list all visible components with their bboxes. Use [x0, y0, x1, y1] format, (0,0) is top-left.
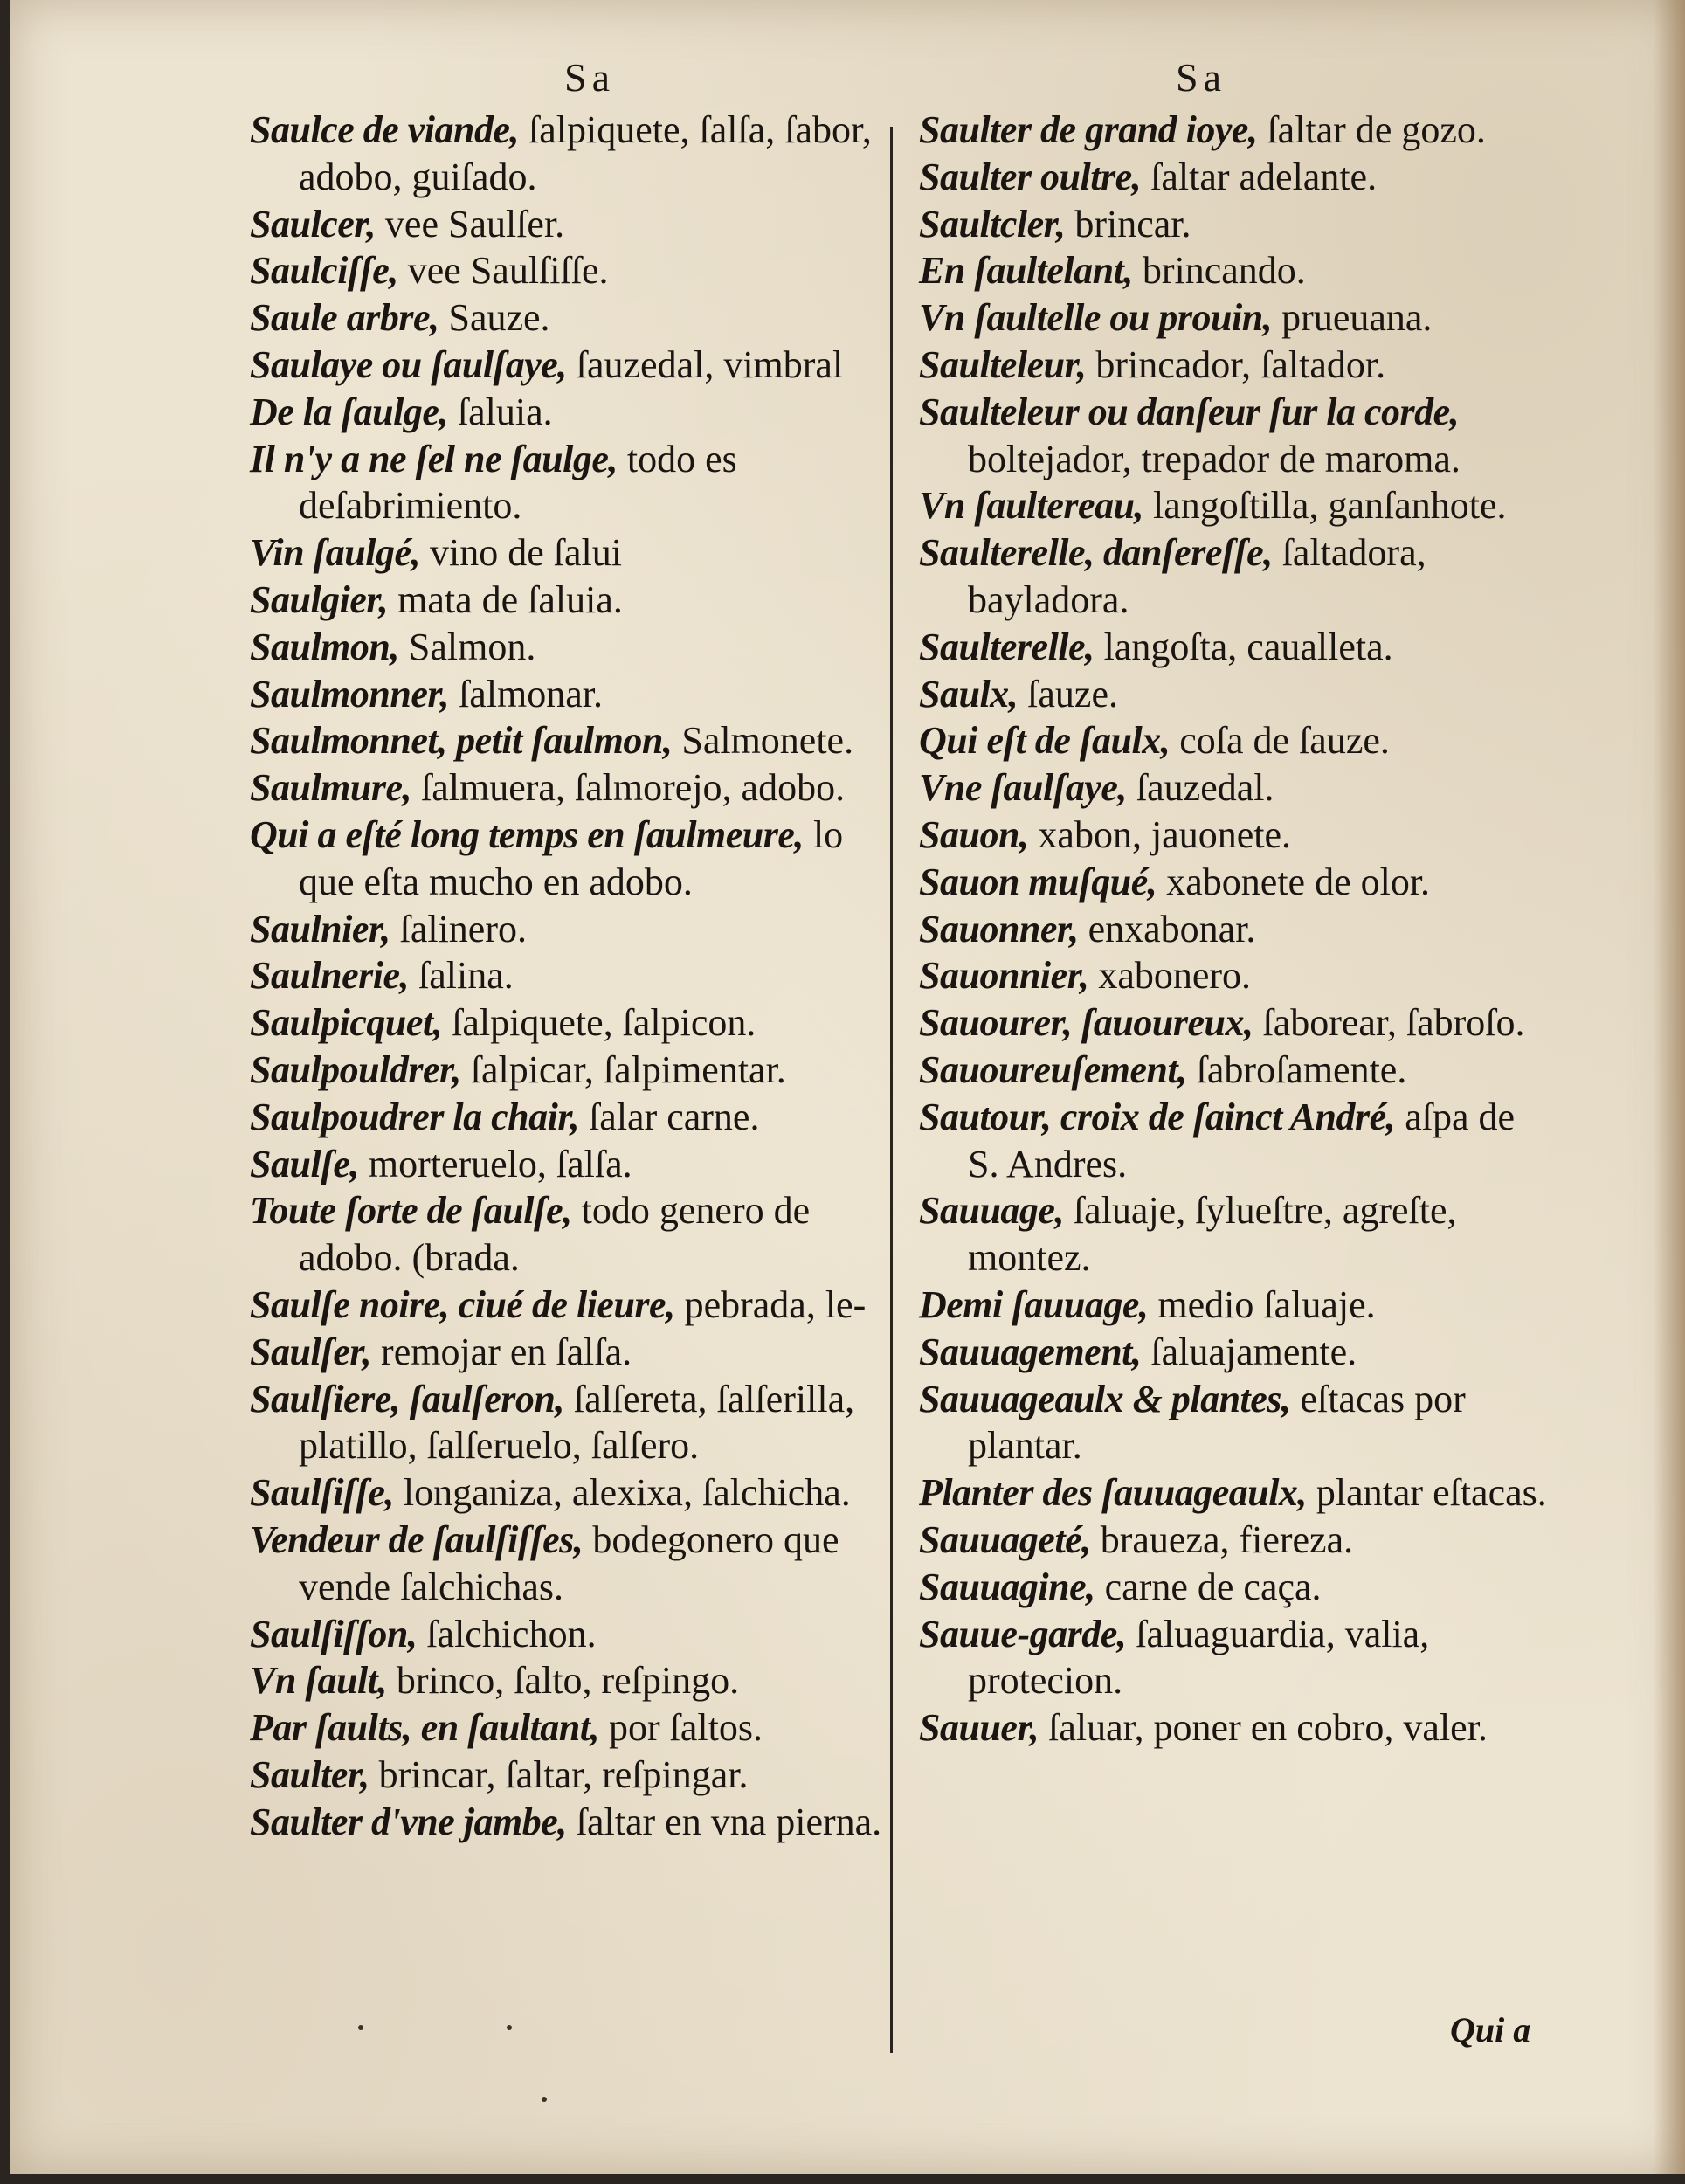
dictionary-entry	[919, 154, 1552, 201]
definition: ſalſereta, ſalſerilla, platillo, ſalſeruelo, ſalſero.	[299, 1377, 855, 1468]
headword: Planter des ſauuageaulx,	[919, 1471, 1307, 1515]
definition: eſtacas por plantar.	[968, 1377, 1466, 1468]
dictionary-entry	[250, 529, 887, 577]
dictionary-entry	[250, 1517, 887, 1611]
dictionary-entry	[250, 1329, 887, 1376]
scan-border	[0, 2174, 1685, 2184]
headword: Vn ſaultelle ou prouin,	[919, 296, 1273, 340]
headword: Saulgier,	[250, 577, 389, 621]
definition: brincar, ſaltar, reſpingar.	[369, 1752, 749, 1796]
dictionary-entry	[250, 671, 887, 718]
definition: ſalpicar, ſalpimentar.	[460, 1047, 786, 1091]
dictionary-entry	[919, 812, 1552, 859]
headword: Vn ſault,	[250, 1659, 387, 1703]
definition: ſaltadora, bayladora.	[968, 531, 1426, 621]
ink-speck	[507, 2025, 512, 2030]
headword: Saulpicquet,	[250, 1001, 443, 1045]
definition: ſauzedal, vimbral	[566, 342, 844, 386]
headword: Par ſaults, en ſaultant,	[250, 1706, 599, 1750]
definition: braueza, fiereza.	[1090, 1517, 1354, 1561]
headword: Saulterelle, danſereſſe,	[919, 531, 1273, 575]
dictionary-entry	[250, 764, 887, 812]
definition: ſalina.	[409, 954, 514, 998]
dictionary-entry	[919, 1094, 1552, 1188]
headword: Saulſiſſon,	[250, 1612, 418, 1655]
definition: longaniza, alexixa, ſalchicha.	[393, 1471, 851, 1515]
dictionary-entry	[250, 952, 887, 999]
definition: ſalinero.	[390, 907, 527, 950]
dictionary-entry	[250, 1752, 887, 1799]
dictionary-entry	[919, 906, 1552, 953]
headword: Demi ſauuage,	[919, 1282, 1149, 1326]
dictionary-entry	[919, 201, 1552, 248]
definition: remojar en ſalſa.	[371, 1330, 632, 1373]
headword: De la ſaulge,	[250, 390, 448, 433]
column-rule	[890, 127, 893, 2053]
definition: ſabroſamente.	[1186, 1047, 1407, 1091]
dictionary-entry	[919, 717, 1552, 764]
headword: Sauourer, ſauoureux,	[919, 1001, 1253, 1045]
dictionary-entry	[250, 1282, 887, 1329]
definition: ſaluaje, ſylueſtre, agreſte, montez.	[968, 1189, 1457, 1280]
definition: langoſtilla, ganſanhote.	[1143, 484, 1507, 528]
headword: Sauuage,	[919, 1189, 1064, 1233]
dictionary-entry	[250, 389, 887, 436]
definition: ſalmonar.	[449, 672, 604, 715]
dictionary-entry	[919, 764, 1552, 812]
definition: brincar.	[1065, 202, 1191, 245]
dictionary-entry	[919, 1376, 1552, 1470]
left-column	[250, 107, 887, 1845]
dictionary-entry	[919, 671, 1552, 718]
definition: boltejador, trepador de maroma.	[968, 437, 1461, 480]
definition: plantar eſtacas.	[1306, 1471, 1547, 1515]
dictionary-entry	[919, 1469, 1552, 1517]
dictionary-entry	[250, 1704, 887, 1752]
headword: Sauuageaulx & plantes,	[919, 1377, 1291, 1420]
dictionary-entry	[250, 624, 887, 671]
headword: Sauuageté,	[919, 1517, 1091, 1561]
headword: Vne ſaulſaye,	[919, 766, 1127, 810]
definition: vino de ſalui	[420, 531, 622, 575]
headword: Sauoureuſement,	[919, 1047, 1187, 1091]
headword: Saulmonner,	[250, 672, 450, 715]
definition: ſaltar adelante.	[1141, 155, 1378, 198]
headword: Sauuagine,	[919, 1565, 1095, 1608]
dictionary-entry	[919, 529, 1552, 624]
headword: Saulx,	[919, 672, 1019, 715]
dictionary-entry	[919, 624, 1552, 671]
headword: Il n'y a ne ſel ne ſaulge,	[250, 437, 618, 480]
dictionary-entry	[250, 107, 887, 201]
catchword: Qui a	[1450, 2010, 1531, 2049]
definition: brincador, ſaltador.	[1086, 342, 1386, 386]
dictionary-entry	[250, 1376, 887, 1470]
definition: ſaborear, ſabroſo.	[1253, 1001, 1525, 1045]
headword: Sautour, croix de ſainct André,	[919, 1095, 1396, 1138]
headword: Saulciſſe,	[250, 249, 398, 293]
definition: enxabonar.	[1078, 907, 1256, 950]
definition: Salmon.	[398, 625, 536, 668]
definition: coſa de ſauze.	[1170, 719, 1390, 763]
dictionary-entry	[250, 577, 887, 624]
definition: ſalpiquete, ſalpicon.	[442, 1001, 756, 1045]
definition: brincando.	[1132, 249, 1306, 293]
headword: Saulteleur ou danſeur ſur la corde,	[919, 390, 1460, 433]
headword: En ſaultelant,	[919, 249, 1133, 293]
definition: por ſaltos.	[598, 1706, 763, 1750]
dictionary-entry	[919, 1611, 1552, 1705]
dictionary-entry	[919, 1047, 1552, 1094]
headword: Saulter,	[250, 1752, 369, 1796]
dictionary-entry	[250, 247, 887, 294]
definition: xabon, jauonete.	[1028, 812, 1291, 856]
dictionary-entry	[250, 1094, 887, 1141]
dictionary-entry	[250, 717, 887, 764]
dictionary-entry	[250, 999, 887, 1047]
right-column-header: Sa	[1176, 55, 1226, 100]
definition: mata de ſaluia.	[388, 577, 623, 621]
definition: todo genero de adobo. (brada.	[299, 1189, 811, 1280]
headword: Qui eſt de ſaulx,	[919, 719, 1171, 763]
headword: Saulterelle,	[919, 625, 1095, 668]
dictionary-entry	[919, 247, 1552, 294]
dictionary-entry	[250, 1611, 887, 1658]
dictionary-entry	[250, 1141, 887, 1188]
right-column	[919, 107, 1552, 1752]
definition: ſaluajamente.	[1141, 1330, 1357, 1373]
headword: Vendeur de ſaulſiſſes,	[250, 1517, 584, 1561]
dictionary-entry	[250, 294, 887, 342]
headword: Qui a eſté long temps en ſaulmeure,	[250, 812, 804, 856]
headword: Saulſiere, ſaulſeron,	[250, 1377, 564, 1420]
definition: morteruelo, ſalſa.	[358, 1142, 632, 1185]
dictionary-entry	[919, 482, 1552, 529]
definition: pebrada, le-	[674, 1282, 867, 1326]
headword: Sauue-garde,	[919, 1612, 1127, 1655]
dictionary-entry	[919, 294, 1552, 342]
headword: Saulmonnet, petit ſaulmon,	[250, 719, 673, 763]
dictionary-entry	[250, 436, 887, 530]
definition: aſpa de S. Andres.	[968, 1095, 1515, 1185]
headword: Saulter de grand ioye,	[919, 108, 1258, 151]
headword: Saulſe noire, ciué de lieure,	[250, 1282, 675, 1326]
definition: ſaltar en vna pierna.	[566, 1800, 882, 1843]
definition: medio ſaluaje.	[1148, 1282, 1376, 1326]
dictionary-entry	[919, 952, 1552, 999]
dictionary-entry	[919, 999, 1552, 1047]
dictionary-entry	[919, 1564, 1552, 1611]
headword: Saulpoudrer la chair,	[250, 1095, 580, 1138]
dictionary-entry	[250, 1187, 887, 1282]
headword: Vn ſaultereau,	[919, 484, 1144, 528]
headword: Saultcler,	[919, 202, 1066, 245]
headword: Toute ſorte de ſaulſe,	[250, 1189, 572, 1233]
dictionary-entry	[250, 812, 887, 906]
dictionary-entry	[919, 107, 1552, 154]
definition: ſauzedal.	[1126, 766, 1274, 810]
headword: Saulmure,	[250, 766, 412, 810]
definition: xabonete de olor.	[1157, 860, 1431, 903]
ink-speck	[358, 2025, 363, 2030]
headword: Saulſe,	[250, 1142, 359, 1185]
dictionary-entry	[919, 389, 1552, 483]
definition: ſauze.	[1018, 672, 1118, 715]
dictionary-entry	[250, 1799, 887, 1846]
dictionary-entry	[250, 1469, 887, 1517]
headword: Saulſer,	[250, 1330, 372, 1373]
headword: Saulaye ou ſaulſaye,	[250, 342, 567, 386]
dictionary-entry	[919, 1329, 1552, 1376]
headword: Saulcer,	[250, 202, 376, 245]
headword: Sauon,	[919, 812, 1029, 856]
definition: ſaluaguardia, valia, protecion.	[968, 1612, 1430, 1703]
dictionary-entry	[919, 859, 1552, 906]
headword: Saulce de viande,	[250, 108, 520, 151]
headword: Sauuagement,	[919, 1330, 1142, 1373]
definition: bodegonero que vende ſalchichas.	[299, 1517, 839, 1608]
headword: Saulmon,	[250, 625, 399, 668]
dictionary-entry	[250, 1047, 887, 1094]
page-edge-shadow	[1654, 0, 1685, 2174]
headword: Sauon muſqué,	[919, 860, 1157, 903]
definition: ſalchichon.	[417, 1612, 597, 1655]
headword: Saulſiſſe,	[250, 1471, 394, 1515]
definition: ſalmuera, ſalmorejo, adobo.	[411, 766, 846, 810]
definition: ſaluar, poner en cobro, valer.	[1039, 1706, 1488, 1750]
headword: Sauonnier,	[919, 954, 1089, 998]
definition: Salmonete.	[672, 719, 854, 763]
dictionary-entry	[919, 342, 1552, 389]
definition: langoſta, caualleta.	[1094, 625, 1393, 668]
dictionary-entry	[919, 1517, 1552, 1564]
definition: brinco, ſalto, reſpingo.	[386, 1659, 740, 1703]
definition: vee Saulſiſſe.	[397, 249, 609, 293]
headword: Sauuer,	[919, 1706, 1039, 1750]
definition: ſalpiquete, ſalſa, ſabor, adobo, guiſado.	[299, 108, 872, 198]
definition: ſaluia.	[447, 390, 553, 433]
definition: lo que eſta mucho en adobo.	[299, 812, 844, 903]
definition: xabonero.	[1088, 954, 1252, 998]
headword: Saulteleur,	[919, 342, 1087, 386]
headword: Vin ſaulgé,	[250, 531, 420, 575]
definition: ſaltar de gozo.	[1257, 108, 1486, 151]
headword: Saulnier,	[250, 907, 390, 950]
headword: Saule arbre,	[250, 296, 439, 340]
dictionary-entry	[250, 342, 887, 389]
headword: Saulter d'vne jambe,	[250, 1800, 567, 1843]
definition: carne de caça.	[1095, 1565, 1322, 1608]
definition: ſalar carne.	[579, 1095, 760, 1138]
definition: Sauze.	[439, 296, 550, 340]
definition: todo es deſabrimiento.	[299, 437, 737, 528]
headword: Sauonner,	[919, 907, 1079, 950]
dictionary-entry	[250, 1657, 887, 1704]
headword: Saulter oultre,	[919, 155, 1142, 198]
definition: vee Saulſer.	[375, 202, 565, 245]
dictionary-entry	[919, 1187, 1552, 1282]
definition: prueuana.	[1272, 296, 1433, 340]
left-column-header: Sa	[564, 55, 615, 100]
dictionary-entry	[919, 1704, 1552, 1752]
headword: Saulpouldrer,	[250, 1047, 461, 1091]
headword: Saulnerie,	[250, 954, 410, 998]
dictionary-entry	[250, 201, 887, 248]
dictionary-entry	[250, 906, 887, 953]
dictionary-entry	[919, 1282, 1552, 1329]
ink-speck	[542, 2097, 547, 2102]
